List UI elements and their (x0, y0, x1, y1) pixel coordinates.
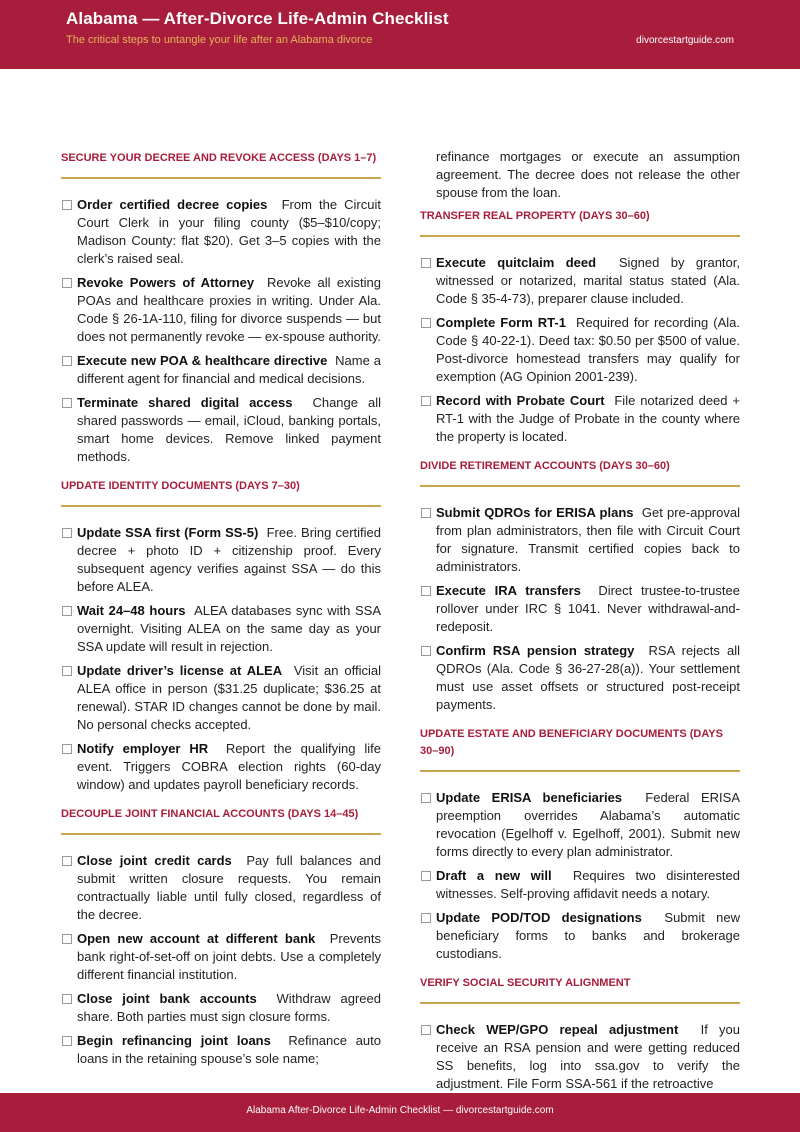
checklist-item-description: Submit new beneficiary forms to banks and brokerage custodians. (436, 910, 741, 961)
section-heading: DECOUPLE JOINT FINANCIAL ACCOUNTS (DAYS 14–45) (61, 808, 359, 820)
section-heading: TRANSFER REAL PROPERTY (DAYS 30–60) (420, 210, 650, 222)
section-heading: SECURE YOUR DECREE AND REVOKE ACCESS (DAYS 1–7) (61, 152, 377, 164)
checklist-item-label: Record with Probate Court (436, 393, 605, 408)
checklist-item-label: Execute IRA transfers (436, 583, 581, 598)
checklist-item (61, 196, 381, 268)
checklist-item (420, 254, 740, 308)
checklist-item-label: Notify employer HR (77, 741, 209, 756)
checklist-item (61, 602, 381, 656)
checklist-item-label: Confirm RSA pension strategy (436, 643, 635, 658)
right-column (420, 150, 740, 1105)
checklist-item-description: RSA rejects all QDROs (Ala. Code § 36-27-28(a)). Your settlement must use asset offsets or structured post-receipt payments. (436, 643, 740, 712)
checklist-item-description: Direct trustee-to-trustee rollover under IRC § 1041. Never withdrawal-and-redeposit. (436, 583, 740, 634)
checkbox-icon[interactable] (421, 396, 431, 406)
checklist-item-label: Update POD/TOD designations (436, 910, 642, 925)
checklist-item-description: Get pre-approval from plan administrators, then file with Circuit Court for signature. Transmit certified copies back to administrators. (436, 505, 740, 574)
section-divider (420, 485, 740, 487)
checklist-item (61, 852, 381, 924)
checklist-item-label: Terminate shared digital access (77, 395, 293, 410)
checklist-item-label: Open new account at different bank (77, 931, 316, 946)
checklist-item (420, 582, 740, 636)
checklist-item-description: Change all shared passwords — email, iCloud, banking portals, smart home devices. Remove linked payment methods. (77, 395, 381, 464)
checklist-item-description: Requires two disinterested witnesses. Self-proving affidavit needs a notary. (436, 868, 740, 901)
checklist-item (420, 392, 740, 446)
checklist-item (420, 314, 740, 386)
checklist-item-description: If you receive an RSA pension and were getting reduced SS benefits, log into ssa.gov to verify the adjustment. File Form SSA-561 if the retroactive (436, 1022, 740, 1091)
checklist-item (61, 524, 381, 596)
checklist-item (61, 352, 381, 388)
section-heading: UPDATE ESTATE AND BENEFICIARY DOCUMENTS (DAYS 30–90) (420, 728, 723, 757)
section-heading: DIVIDE RETIREMENT ACCOUNTS (DAYS 30–60) (420, 460, 670, 472)
page-title: Alabama — After-Divorce Life-Admin Checklist (66, 9, 449, 28)
checklist-item-description: From the Circuit Court Clerk in your filing county ($5–$10/copy; Madison County: flat $20). Get 3–5 copies with the clerk’s raised seal. (77, 197, 381, 266)
checklist-item-description: Name a different agent for financial and medical decisions. (77, 353, 381, 386)
checklist-item-description: Pay full balances and submit written closure requests. You remain contractually liable until fully closed, regardless of the decree. (77, 853, 381, 922)
checklist-item (61, 394, 381, 466)
checkbox-icon[interactable] (62, 278, 72, 288)
checkbox-icon[interactable] (421, 318, 431, 328)
checklist-item-label: Close joint credit cards (77, 853, 232, 868)
checklist-item (61, 662, 381, 734)
checklist-item-description: File notarized deed + RT-1 with the Judge of Probate in the county where the property is located. (436, 393, 740, 444)
checklist-item-label: Revoke Powers of Attorney (77, 275, 255, 290)
checklist-item-label: Complete Form RT-1 (436, 315, 566, 330)
section-divider (61, 833, 381, 835)
checkbox-icon[interactable] (62, 606, 72, 616)
checklist-item-label: Order certified decree copies (77, 197, 268, 212)
checklist-item (420, 504, 740, 576)
continued-text: refinance mortgages or execute an assumption agreement. The decree does not release the other spouse from the loan. (436, 149, 740, 200)
checklist-item-label: Close joint bank accounts (77, 991, 257, 1006)
section-divider (420, 770, 740, 772)
section-divider (420, 1002, 740, 1004)
checklist-item (61, 1032, 381, 1068)
checkbox-icon[interactable] (62, 356, 72, 366)
section-divider (420, 235, 740, 237)
checklist-item-label: Draft a new will (436, 868, 552, 883)
checkbox-icon[interactable] (62, 398, 72, 408)
checkbox-icon[interactable] (421, 646, 431, 656)
checkbox-icon[interactable] (421, 1025, 431, 1035)
checkbox-icon[interactable] (62, 528, 72, 538)
section-divider (61, 505, 381, 507)
section-divider (61, 177, 381, 179)
checkbox-icon[interactable] (62, 200, 72, 210)
checklist-item (420, 1021, 740, 1093)
checklist-item-label: Begin refinancing joint loans (77, 1033, 271, 1048)
page-subtitle: The critical steps to untangle your life after an Alabama divorce (66, 34, 373, 46)
checkbox-icon[interactable] (62, 744, 72, 754)
checklist-item (61, 274, 381, 346)
checklist-item-label: Update ERISA beneficiaries (436, 790, 623, 805)
checkbox-icon[interactable] (421, 508, 431, 518)
checklist-item-description: Report the qualifying life event. Triggers COBRA election rights (60-day window) and updates payroll beneficiary records. (77, 741, 381, 792)
checklist-item-description: Federal ERISA preemption overrides Alabama’s automatic revocation (Egelhoff v. Egelhoff, 2001). Submit new forms directly to every plan administrator. (436, 790, 741, 859)
checklist-item (420, 642, 740, 714)
checklist-item-description: Refinance auto loans in the retaining spouse’s sole name; (77, 1033, 381, 1066)
checkbox-icon[interactable] (62, 934, 72, 944)
checklist-item (420, 867, 740, 903)
checkbox-icon[interactable] (421, 793, 431, 803)
checkbox-icon[interactable] (62, 1036, 72, 1046)
left-column (61, 150, 381, 1080)
checklist-item-description: Signed by grantor, witnessed or notarized, marital status stated (Ala. Code § 35-4-73), preparer clause included. (436, 255, 740, 306)
page-header (0, 0, 800, 69)
checklist-item-label: Submit QDROs for ERISA plans (436, 505, 634, 520)
checkbox-icon[interactable] (421, 586, 431, 596)
checklist-item-label: Update SSA first (Form SS-5) (77, 525, 259, 540)
section-heading: VERIFY SOCIAL SECURITY ALIGNMENT (420, 977, 631, 989)
checklist-item-label: Wait 24–48 hours (77, 603, 186, 618)
checklist-item-description: Free. Bring certified decree + photo ID + citizenship proof. Every subsequent agency verifies against SSA — do this before ALEA. (77, 525, 381, 594)
checklist-item-label: Execute quitclaim deed (436, 255, 597, 270)
checklist-item-label: Execute new POA & healthcare directive (77, 353, 328, 368)
checklist-item-description: Withdraw agreed share. Both parties must sign closure forms. (77, 991, 381, 1024)
checklist-item-label: Check WEP/GPO repeal adjustment (436, 1022, 679, 1037)
checklist-item-description: Prevents bank right-of-set-off on joint debts. Use a completely different financial institution. (77, 931, 382, 982)
section-heading: UPDATE IDENTITY DOCUMENTS (DAYS 7–30) (61, 480, 300, 492)
checkbox-icon[interactable] (62, 666, 72, 676)
checklist-item-description: Visit an official ALEA office in person ($31.25 duplicate; $36.25 at renewal). STAR ID changes cannot be done by mail. No personal checks accepted. (77, 663, 382, 732)
checkbox-icon[interactable] (62, 856, 72, 866)
checklist-item-description: Required for recording (Ala. Code § 40-22-1). Deed tax: $0.50 per $500 of value. Post-divorce homestead transfers may qualify for exemption (AG Opinion 2001-239). (436, 315, 740, 384)
checkbox-icon[interactable] (421, 258, 431, 268)
page-footer (0, 1093, 800, 1132)
checkbox-icon[interactable] (421, 871, 431, 881)
checklist-item (61, 740, 381, 794)
checklist-item (61, 990, 381, 1026)
checklist-item (420, 909, 740, 963)
checklist-item-label: Update driver’s license at ALEA (77, 663, 283, 678)
checkbox-icon[interactable] (421, 913, 431, 923)
checkbox-icon[interactable] (62, 994, 72, 1004)
checklist-item-description: ALEA databases sync with SSA overnight. Visiting ALEA on the same day as your SSA update will result in rejection. (77, 603, 381, 654)
checklist-item (61, 930, 381, 984)
site-url[interactable]: divorcestartguide.com (636, 35, 734, 46)
checklist-item-description: Revoke all existing POAs and healthcare proxies in writing. Under Ala. Code § 26-1A-110, filing for divorce suspends — but does not permanently revoke — ex-spouse authority. (77, 275, 382, 344)
footer-text: Alabama After-Divorce Life-Admin Checklist — divorcestartguide.com (246, 1105, 554, 1116)
checklist-item (420, 789, 740, 861)
